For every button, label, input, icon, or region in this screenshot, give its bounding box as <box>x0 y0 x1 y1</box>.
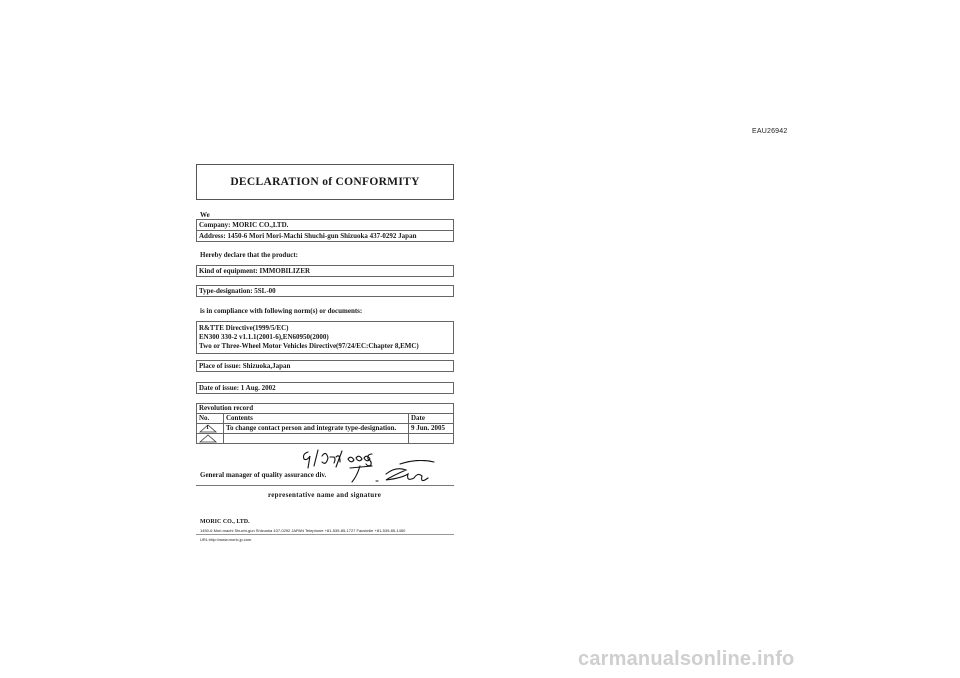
date-box <box>196 382 454 394</box>
document-title: DECLARATION of CONFORMITY <box>230 176 420 188</box>
revision-date-empty <box>409 434 454 444</box>
we-label: We <box>200 211 210 219</box>
company-name: Company: MORIC CO.,LTD. <box>199 221 289 229</box>
place-box <box>196 360 454 372</box>
revision-no-cell <box>197 424 224 434</box>
handwritten-signature <box>340 460 440 488</box>
norms-box <box>196 321 454 354</box>
equipment-kind: Kind of equipment: IMMOBILIZER <box>199 267 311 275</box>
revision-heading: Revolution record <box>197 404 454 414</box>
table-row <box>197 424 454 434</box>
footer-divider <box>196 534 454 535</box>
revision-header-row <box>197 414 454 424</box>
table-row <box>197 434 454 444</box>
revision-no-cell-empty <box>197 434 224 444</box>
site-watermark: carmanualsonline.info <box>578 648 795 670</box>
revision-no: 1 <box>206 425 209 431</box>
place-of-issue: Place of issue: Shizuoka,Japan <box>199 362 291 370</box>
revision-table <box>196 403 454 444</box>
revision-date: 9 Jun. 2005 <box>409 424 454 434</box>
date-of-issue: Date of issue: 1 Aug. 2002 <box>199 384 276 392</box>
revision-contents: To change contact person and integrate type-designation. <box>224 424 409 434</box>
header-no: No. <box>197 414 224 424</box>
signature-label: General manager of quality assurance div. <box>200 471 327 479</box>
revision-heading-row <box>197 404 454 414</box>
footer-company: MORIC CO., LTD. <box>200 519 250 525</box>
norm-item: Two or Three-Wheel Motor Vehicles Directive(97/24/EC:Chapter 8,EMC) <box>199 342 419 350</box>
signature-caption: representative name and signature <box>268 491 382 499</box>
header-date: Date <box>409 414 454 424</box>
revision-contents-empty <box>224 434 409 444</box>
triangle-icon <box>197 434 219 443</box>
header-contents: Contents <box>224 414 409 424</box>
norm-item: EN300 330-2 v1.1.1(2001-6),EN60950(2000) <box>199 333 329 341</box>
page-code: EAU26942 <box>752 128 788 135</box>
declare-label: Hereby declare that the product: <box>200 251 298 259</box>
type-designation: Type-designation: 5SL-00 <box>199 287 276 295</box>
compliance-label: is in compliance with following norm(s) or documents: <box>200 307 363 315</box>
footer-address: 1450-6 Mori-machi Shuchi-gun Shizuoka 437-0292 JAPAN Telephone +81-539-85-1727 Facsimile +81-539-85-1450 <box>200 528 406 533</box>
footer-url: URL:http://www.moric.jp.com <box>200 537 252 542</box>
title-box <box>196 164 454 200</box>
norm-item: R&TTE Directive(1999/5/EC) <box>199 324 289 332</box>
signature-line <box>196 485 454 486</box>
type-designation-box <box>196 285 454 297</box>
company-address: Address: 1450-6 Mori Mori-Machi Shuchi-gun Shizuoka 437-0292 Japan <box>197 230 453 241</box>
company-box <box>196 219 454 242</box>
equipment-box <box>196 265 454 277</box>
